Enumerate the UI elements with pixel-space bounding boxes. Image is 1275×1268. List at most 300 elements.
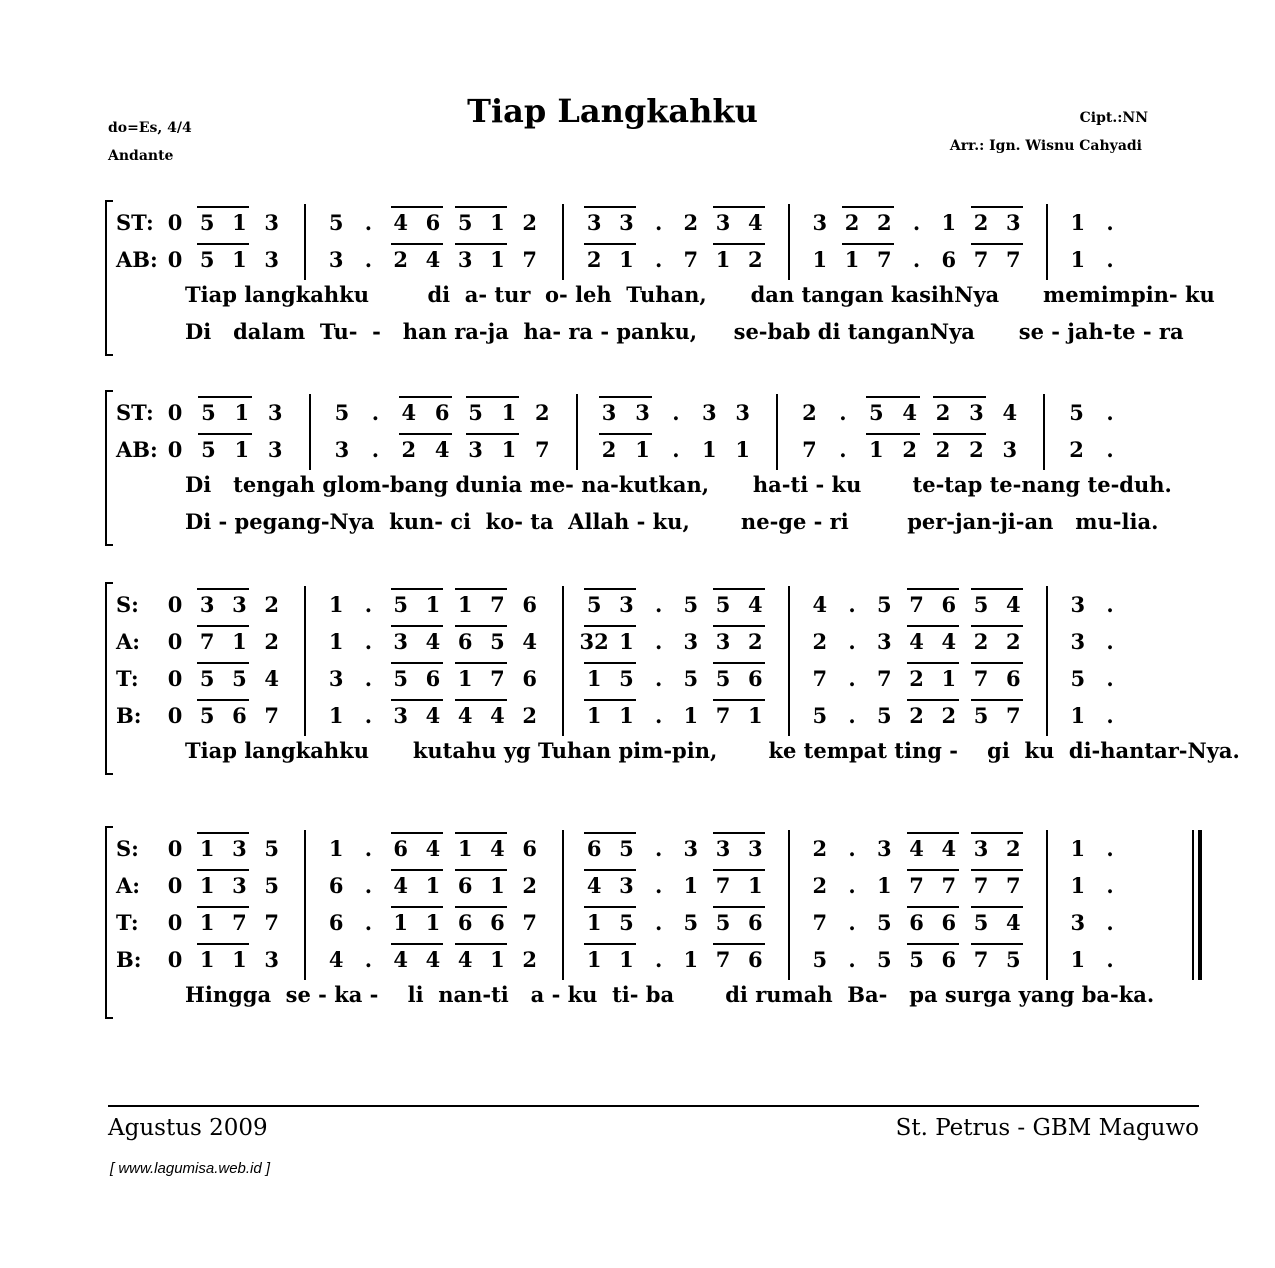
beam	[971, 943, 1023, 945]
note: 7	[1005, 703, 1021, 728]
note: 3	[715, 836, 731, 861]
beam	[391, 243, 443, 245]
barline	[788, 830, 790, 869]
note: 7	[490, 666, 505, 691]
beam	[971, 588, 1023, 590]
note: 0	[167, 703, 183, 728]
note: 7	[941, 873, 957, 898]
barline	[1043, 394, 1045, 433]
final-barline-thick	[1198, 941, 1202, 980]
beam	[198, 396, 251, 398]
note: 0	[167, 666, 183, 691]
voice-label: T:	[116, 666, 139, 691]
final-barline-thick	[1198, 867, 1202, 906]
note: 3	[468, 437, 483, 462]
note: 3	[393, 703, 408, 728]
note: 1	[199, 910, 215, 935]
note: 1	[328, 836, 344, 861]
note: 5	[468, 400, 483, 425]
note: 2	[522, 210, 537, 235]
note: 1	[457, 592, 473, 617]
note: 1	[586, 947, 602, 972]
dot-duration: .	[364, 947, 373, 972]
system-2	[105, 390, 1205, 546]
beam	[713, 943, 765, 945]
beam	[599, 396, 652, 398]
note: 5	[876, 592, 892, 617]
beam	[399, 433, 452, 435]
dot-duration: .	[364, 910, 373, 935]
note: 6	[941, 910, 957, 935]
barline	[562, 904, 564, 943]
beam	[713, 243, 765, 245]
voice-row	[105, 625, 1205, 655]
beam	[907, 832, 959, 834]
note: 6	[425, 210, 441, 235]
note: 1	[490, 247, 505, 272]
note: 1	[701, 437, 717, 462]
note: 7	[232, 910, 247, 935]
beam	[584, 943, 636, 945]
note: 1	[748, 873, 763, 898]
beam	[907, 869, 959, 871]
note: 6	[941, 947, 957, 972]
note: 1	[619, 947, 634, 972]
note: 1	[425, 873, 441, 898]
note: 3	[328, 247, 344, 272]
note: 7	[715, 947, 731, 972]
barline	[562, 697, 564, 736]
beam	[391, 662, 443, 664]
beam	[971, 869, 1023, 871]
note: 6	[941, 592, 957, 617]
voice-row	[105, 699, 1205, 729]
footer-url: [ www.lagumisa.web.id ]	[110, 1160, 271, 1177]
note: 3	[264, 210, 280, 235]
dot-duration: .	[364, 836, 373, 861]
dot-duration: .	[848, 947, 856, 972]
note: 4	[909, 629, 924, 654]
note: 6	[748, 947, 763, 972]
voice-row	[105, 433, 1205, 463]
note: 7	[909, 873, 924, 898]
note: 7	[973, 873, 989, 898]
note: 1	[586, 666, 602, 691]
note: 5	[490, 629, 505, 654]
beam	[466, 396, 519, 398]
note: 3	[1070, 592, 1086, 617]
beam	[391, 869, 443, 871]
dot-duration: .	[371, 437, 379, 462]
note: 2	[522, 947, 537, 972]
barline	[776, 394, 778, 433]
note: 5	[264, 873, 280, 898]
note: 2	[935, 400, 951, 425]
note: 2	[812, 873, 828, 898]
barline	[309, 394, 311, 433]
voice-label: ST:	[116, 400, 154, 425]
note: 4	[490, 836, 505, 861]
note: 5	[199, 666, 215, 691]
note: 2	[802, 400, 817, 425]
voice-row	[105, 943, 1205, 973]
note: 7	[973, 947, 989, 972]
note: 3	[876, 629, 892, 654]
note: 5	[683, 666, 699, 691]
dot-duration: .	[371, 400, 379, 425]
note: 6	[457, 873, 473, 898]
beam	[455, 662, 507, 664]
note: 1	[457, 836, 473, 861]
note: 1	[1070, 703, 1086, 728]
barline	[1046, 623, 1048, 662]
final-barline	[1192, 867, 1194, 906]
note: 2	[909, 703, 924, 728]
beam	[455, 906, 507, 908]
dot-duration: .	[364, 592, 373, 617]
note: 3	[635, 400, 650, 425]
note: 4	[264, 666, 280, 691]
dot-duration: .	[364, 210, 373, 235]
note: 4	[941, 629, 957, 654]
note: 6	[1005, 666, 1021, 691]
note: 2	[1005, 629, 1021, 654]
beam	[455, 699, 507, 701]
beam	[907, 588, 959, 590]
beam	[866, 433, 919, 435]
note: 3	[1005, 210, 1021, 235]
note: 2	[973, 629, 989, 654]
note: 0	[167, 437, 183, 462]
note: 0	[167, 210, 183, 235]
note: 1	[619, 703, 634, 728]
note: 1	[490, 947, 505, 972]
note: 2	[902, 437, 917, 462]
note: 6	[232, 703, 247, 728]
note: 6	[457, 910, 473, 935]
note: 1	[586, 703, 602, 728]
note: 5	[619, 666, 634, 691]
footer-church: St. Petrus - GBM Maguwo	[895, 1115, 1199, 1141]
barline	[304, 904, 306, 943]
note: 1	[735, 437, 750, 462]
note: 2	[401, 437, 417, 462]
dot-duration: .	[654, 210, 663, 235]
dot-duration: .	[1106, 400, 1114, 425]
note: 7	[264, 703, 280, 728]
note: 6	[909, 910, 924, 935]
note: 0	[167, 947, 183, 972]
note: 1	[199, 836, 215, 861]
dot-duration: .	[1106, 703, 1114, 728]
note: 5	[586, 592, 602, 617]
barline	[1046, 204, 1048, 243]
beam	[455, 625, 507, 627]
beam	[391, 206, 443, 208]
note: 3	[199, 592, 215, 617]
note: 4	[1005, 910, 1021, 935]
note: 4	[586, 873, 602, 898]
note: 0	[167, 592, 183, 617]
note: 1	[941, 210, 957, 235]
note: 4	[522, 629, 537, 654]
footer-date: Agustus 2009	[108, 1115, 268, 1141]
note: 5	[619, 836, 634, 861]
lyric-line: Tiap langkahku kutahu yg Tuhan pim-pin, ke tempat ting - gi ku di-hantar-Nya.	[185, 738, 1240, 763]
barline	[788, 904, 790, 943]
note: 2	[522, 873, 537, 898]
note: 2	[969, 437, 984, 462]
voice-row	[105, 396, 1205, 426]
beam	[455, 832, 507, 834]
dot-duration: .	[364, 247, 373, 272]
beam	[713, 906, 765, 908]
voice-row	[105, 588, 1205, 618]
note: 7	[522, 247, 537, 272]
note: 7	[1005, 247, 1021, 272]
note: 4	[401, 400, 417, 425]
barline	[1046, 586, 1048, 625]
dot-duration: .	[1106, 629, 1114, 654]
note: 6	[328, 873, 344, 898]
barline	[788, 941, 790, 980]
note: 7	[812, 910, 828, 935]
beam	[391, 699, 443, 701]
beam	[713, 869, 765, 871]
beam	[584, 206, 636, 208]
note: 1	[1070, 247, 1086, 272]
note: 4	[425, 947, 441, 972]
note: 0	[167, 910, 183, 935]
barline	[304, 830, 306, 869]
note: 1	[812, 247, 828, 272]
dot-duration: .	[654, 910, 663, 935]
final-barline-thick	[1198, 904, 1202, 943]
barline	[304, 623, 306, 662]
note: 3	[715, 210, 731, 235]
dot-duration: .	[1106, 210, 1114, 235]
note: 3	[715, 629, 731, 654]
dot-duration: .	[654, 666, 663, 691]
note: 2	[1005, 836, 1021, 861]
note: 1	[683, 703, 699, 728]
beam	[971, 906, 1023, 908]
barline	[1046, 241, 1048, 280]
note: 5	[393, 666, 408, 691]
note: 1	[232, 629, 247, 654]
note: 2	[748, 247, 763, 272]
beam	[391, 906, 443, 908]
barline	[304, 867, 306, 906]
beam	[197, 206, 249, 208]
note: 5	[683, 592, 699, 617]
note: 7	[876, 666, 892, 691]
system-1	[105, 200, 1215, 356]
note: 7	[522, 910, 537, 935]
beam	[197, 243, 249, 245]
beam	[971, 662, 1023, 664]
lyric-line: Tiap langkahku di a- tur o- leh Tuhan, dan tangan kasihNya memimpin- ku	[185, 282, 1215, 307]
beam	[933, 433, 986, 435]
note: 3	[393, 629, 408, 654]
note: 3	[264, 947, 280, 972]
dot-duration: .	[1106, 910, 1114, 935]
beam	[197, 588, 249, 590]
note: 5	[393, 592, 408, 617]
note: 0	[167, 873, 183, 898]
note: 4	[748, 210, 763, 235]
barline	[788, 660, 790, 699]
note: 1	[586, 910, 602, 935]
dot-duration: .	[672, 400, 680, 425]
note: 4	[425, 247, 441, 272]
beam	[197, 869, 249, 871]
note: 3	[1070, 910, 1086, 935]
note: 3	[457, 247, 473, 272]
note: 1	[941, 666, 957, 691]
note: 5	[973, 910, 989, 935]
note: 3	[969, 400, 984, 425]
beam	[584, 699, 636, 701]
note: 5	[715, 592, 731, 617]
note: 5	[1069, 400, 1084, 425]
note: 2	[909, 666, 924, 691]
composer-credit: Cipt.:NN	[1079, 110, 1148, 126]
note: 1	[619, 247, 634, 272]
voice-row	[105, 206, 1205, 236]
note: 2	[876, 210, 892, 235]
beam	[584, 243, 636, 245]
note: 5	[1005, 947, 1021, 972]
note: 1	[635, 437, 650, 462]
barline	[1046, 867, 1048, 906]
note: 2	[935, 437, 951, 462]
note: 4	[812, 592, 828, 617]
voice-label: ST:	[116, 210, 154, 235]
note: 2	[748, 629, 763, 654]
beam	[584, 588, 636, 590]
beam	[933, 396, 986, 398]
note: 3	[619, 592, 634, 617]
note: 5	[973, 592, 989, 617]
note: 1	[425, 592, 441, 617]
beam	[197, 943, 249, 945]
voice-row	[105, 243, 1205, 273]
beam	[584, 832, 636, 834]
note: 2	[264, 592, 280, 617]
note: 3	[267, 400, 283, 425]
beam	[197, 625, 249, 627]
voice-label: AB:	[116, 437, 158, 462]
note: 5	[715, 910, 731, 935]
dot-duration: .	[654, 836, 663, 861]
dot-duration: .	[839, 400, 847, 425]
dot-duration: .	[364, 873, 373, 898]
note: 1	[619, 629, 634, 654]
beam	[197, 906, 249, 908]
note: 6	[522, 836, 537, 861]
note: 6	[393, 836, 408, 861]
note: 4	[902, 400, 917, 425]
dot-duration: .	[364, 666, 373, 691]
note: 4	[1005, 592, 1021, 617]
note: 6	[490, 910, 505, 935]
barline	[776, 431, 778, 470]
voice-label: A:	[116, 629, 141, 654]
final-barline	[1192, 941, 1194, 980]
note: 4	[425, 703, 441, 728]
lyric-line: Hingga se - ka - li nan-ti a - ku ti- ba di rumah Ba- pa surga yang ba-ka.	[185, 982, 1155, 1007]
note: 3	[812, 210, 828, 235]
beam	[907, 699, 959, 701]
note: 2	[264, 629, 280, 654]
final-barline	[1192, 830, 1194, 869]
note: 7	[683, 247, 699, 272]
system-3	[105, 582, 1240, 775]
note: 1	[501, 437, 517, 462]
dot-duration: .	[1106, 947, 1114, 972]
note: 0	[167, 247, 183, 272]
barline	[304, 204, 306, 243]
beam	[391, 588, 443, 590]
barline	[788, 697, 790, 736]
note: 5	[812, 947, 828, 972]
dot-duration: .	[654, 703, 663, 728]
note: 1	[1070, 210, 1086, 235]
beam	[198, 433, 251, 435]
barline	[1046, 660, 1048, 699]
barline	[562, 586, 564, 625]
note: 1	[844, 247, 860, 272]
note: 5	[334, 400, 350, 425]
note: 1	[328, 592, 344, 617]
note: 5	[876, 703, 892, 728]
tempo-marking: Andante	[108, 148, 174, 164]
beam	[971, 625, 1023, 627]
note: 6	[941, 247, 957, 272]
beam	[713, 588, 765, 590]
note: 6	[586, 836, 602, 861]
note: 5	[973, 703, 989, 728]
note: 3	[232, 836, 247, 861]
footer-divider	[108, 1105, 1199, 1107]
dot-duration: .	[654, 873, 663, 898]
dot-duration: .	[912, 210, 921, 235]
note: 1	[501, 400, 517, 425]
dot-duration: .	[1106, 247, 1114, 272]
beam	[842, 243, 894, 245]
note: 4	[393, 947, 408, 972]
note: 3	[1002, 437, 1018, 462]
voice-row	[105, 662, 1205, 692]
barline	[562, 623, 564, 662]
note: 1	[1070, 873, 1086, 898]
barline	[304, 241, 306, 280]
barline	[304, 941, 306, 980]
barline	[304, 586, 306, 625]
voice-label: S:	[116, 836, 139, 861]
beam	[713, 699, 765, 701]
note: 4	[457, 947, 473, 972]
beam	[971, 206, 1023, 208]
note: 1	[490, 210, 505, 235]
beam	[391, 832, 443, 834]
voice-label: B:	[116, 947, 142, 972]
note: 3	[973, 836, 989, 861]
note: 4	[1002, 400, 1018, 425]
key-signature: do=Es, 4/4	[108, 120, 192, 136]
note: 5	[264, 836, 280, 861]
